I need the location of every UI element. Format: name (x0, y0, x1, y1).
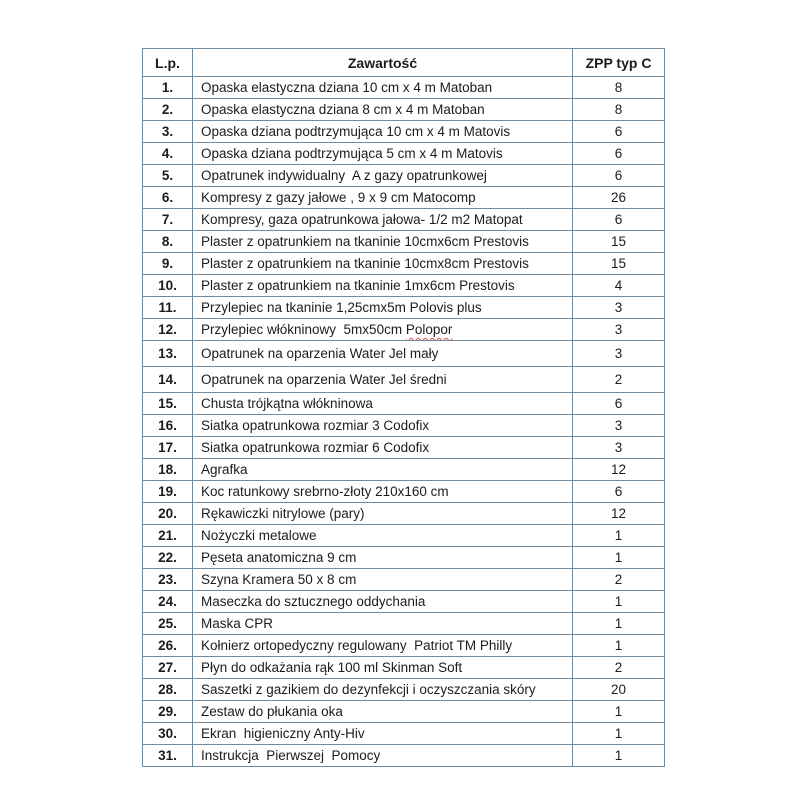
table-row (143, 613, 665, 635)
item-description: Opaska elastyczna dziana 10 cm x 4 m Matoban (193, 77, 573, 99)
item-quantity: 8 (573, 77, 665, 99)
item-description: Siatka opatrunkowa rozmiar 3 Codofix (193, 415, 573, 437)
item-description: Opaska elastyczna dziana 8 cm x 4 m Matoban (193, 99, 573, 121)
row-number: 20. (143, 503, 193, 525)
table-row (143, 547, 665, 569)
row-number: 21. (143, 525, 193, 547)
row-number: 23. (143, 569, 193, 591)
spellcheck-word: Polopor (405, 322, 453, 337)
row-number: 7. (143, 209, 193, 231)
header-qty: ZPP typ C (573, 49, 665, 77)
table-row (143, 679, 665, 701)
item-quantity: 1 (573, 745, 665, 767)
item-description: Opatrunek indywidualny A z gazy opatrunkowej (193, 165, 573, 187)
row-number: 18. (143, 459, 193, 481)
table-body (143, 77, 665, 767)
item-description: Plaster z opatrunkiem na tkaninie 10cmx8cm Prestovis (193, 253, 573, 275)
header-lp: L.p. (143, 49, 193, 77)
table-row (143, 657, 665, 679)
item-quantity: 2 (573, 569, 665, 591)
item-quantity: 1 (573, 547, 665, 569)
row-number: 15. (143, 393, 193, 415)
item-quantity: 1 (573, 635, 665, 657)
row-number: 9. (143, 253, 193, 275)
item-description: Opatrunek na oparzenia Water Jel mały (193, 341, 573, 367)
item-quantity: 4 (573, 275, 665, 297)
item-description: Nożyczki metalowe (193, 525, 573, 547)
item-quantity: 1 (573, 525, 665, 547)
item-quantity: 12 (573, 459, 665, 481)
row-number: 8. (143, 231, 193, 253)
row-number: 31. (143, 745, 193, 767)
table-row (143, 367, 665, 393)
row-number: 14. (143, 367, 193, 393)
item-quantity: 1 (573, 591, 665, 613)
item-description: Pęseta anatomiczna 9 cm (193, 547, 573, 569)
item-description: Maska CPR (193, 613, 573, 635)
item-quantity: 6 (573, 165, 665, 187)
item-quantity: 6 (573, 481, 665, 503)
row-number: 28. (143, 679, 193, 701)
row-number: 19. (143, 481, 193, 503)
first-aid-kit-contents-table (142, 48, 665, 767)
item-description: Przylepiec włókninowy 5mx50cm Polopor (193, 319, 573, 341)
item-description: Opaska dziana podtrzymująca 5 cm x 4 m Matovis (193, 143, 573, 165)
table-row (143, 187, 665, 209)
item-quantity: 12 (573, 503, 665, 525)
item-quantity: 15 (573, 253, 665, 275)
row-number: 1. (143, 77, 193, 99)
table-row (143, 569, 665, 591)
table-row (143, 591, 665, 613)
item-description: Saszetki z gazikiem do dezynfekcji i oczyszczania skóry (193, 679, 573, 701)
row-number: 25. (143, 613, 193, 635)
table-row (143, 415, 665, 437)
table-row (143, 253, 665, 275)
item-description: Koc ratunkowy srebrno-złoty 210x160 cm (193, 481, 573, 503)
table-row (143, 77, 665, 99)
row-number: 22. (143, 547, 193, 569)
item-description: Kompresy z gazy jałowe , 9 x 9 cm Matocomp (193, 187, 573, 209)
item-description: Instrukcja Pierwszej Pomocy (193, 745, 573, 767)
row-number: 3. (143, 121, 193, 143)
item-description: Szyna Kramera 50 x 8 cm (193, 569, 573, 591)
item-quantity: 6 (573, 143, 665, 165)
table-row (143, 525, 665, 547)
table-row (143, 723, 665, 745)
item-quantity: 6 (573, 209, 665, 231)
table-row (143, 297, 665, 319)
header-content: Zawartość (193, 49, 573, 77)
item-description: Kołnierz ortopedyczny regulowany Patriot TM Philly (193, 635, 573, 657)
table-row (143, 459, 665, 481)
table-row (143, 635, 665, 657)
table-row (143, 319, 665, 341)
table-row (143, 143, 665, 165)
item-quantity: 1 (573, 613, 665, 635)
item-quantity: 1 (573, 723, 665, 745)
table-row (143, 341, 665, 367)
item-quantity: 6 (573, 393, 665, 415)
table-row (143, 393, 665, 415)
row-number: 10. (143, 275, 193, 297)
row-number: 13. (143, 341, 193, 367)
item-quantity: 15 (573, 231, 665, 253)
item-quantity: 3 (573, 341, 665, 367)
item-description: Plaster z opatrunkiem na tkaninie 10cmx6cm Prestovis (193, 231, 573, 253)
item-description: Przylepiec na tkaninie 1,25cmx5m Polovis plus (193, 297, 573, 319)
item-description: Kompresy, gaza opatrunkowa jałowa- 1/2 m2 Matopat (193, 209, 573, 231)
item-description: Ekran higieniczny Anty-Hiv (193, 723, 573, 745)
row-number: 17. (143, 437, 193, 459)
row-number: 6. (143, 187, 193, 209)
table-row (143, 209, 665, 231)
row-number: 27. (143, 657, 193, 679)
item-quantity: 1 (573, 701, 665, 723)
row-number: 4. (143, 143, 193, 165)
item-description: Maseczka do sztucznego oddychania (193, 591, 573, 613)
item-quantity: 20 (573, 679, 665, 701)
row-number: 2. (143, 99, 193, 121)
item-description: Opaska dziana podtrzymująca 10 cm x 4 m Matovis (193, 121, 573, 143)
row-number: 24. (143, 591, 193, 613)
table-row (143, 165, 665, 187)
row-number: 26. (143, 635, 193, 657)
item-quantity: 26 (573, 187, 665, 209)
item-quantity: 6 (573, 121, 665, 143)
row-number: 12. (143, 319, 193, 341)
item-description: Plaster z opatrunkiem na tkaninie 1mx6cm Prestovis (193, 275, 573, 297)
row-number: 5. (143, 165, 193, 187)
row-number: 16. (143, 415, 193, 437)
item-description: Chusta trójkątna włókninowa (193, 393, 573, 415)
first-aid-kit-contents-table-wrap (142, 48, 665, 767)
item-description: Zestaw do płukania oka (193, 701, 573, 723)
table-row (143, 275, 665, 297)
table-row (143, 99, 665, 121)
item-quantity: 2 (573, 657, 665, 679)
item-description: Rękawiczki nitrylowe (pary) (193, 503, 573, 525)
header-row (143, 49, 665, 77)
table-header (143, 49, 665, 77)
table-row (143, 503, 665, 525)
table-row (143, 481, 665, 503)
table-row (143, 121, 665, 143)
item-quantity: 3 (573, 319, 665, 341)
table-row (143, 745, 665, 767)
table-row (143, 231, 665, 253)
row-number: 30. (143, 723, 193, 745)
item-description: Opatrunek na oparzenia Water Jel średni (193, 367, 573, 393)
table-row (143, 701, 665, 723)
item-description: Siatka opatrunkowa rozmiar 6 Codofix (193, 437, 573, 459)
item-quantity: 3 (573, 437, 665, 459)
item-quantity: 3 (573, 297, 665, 319)
table-row (143, 437, 665, 459)
item-quantity: 8 (573, 99, 665, 121)
row-number: 11. (143, 297, 193, 319)
row-number: 29. (143, 701, 193, 723)
item-description: Płyn do odkażania rąk 100 ml Skinman Soft (193, 657, 573, 679)
item-quantity: 3 (573, 415, 665, 437)
item-description: Agrafka (193, 459, 573, 481)
item-quantity: 2 (573, 367, 665, 393)
